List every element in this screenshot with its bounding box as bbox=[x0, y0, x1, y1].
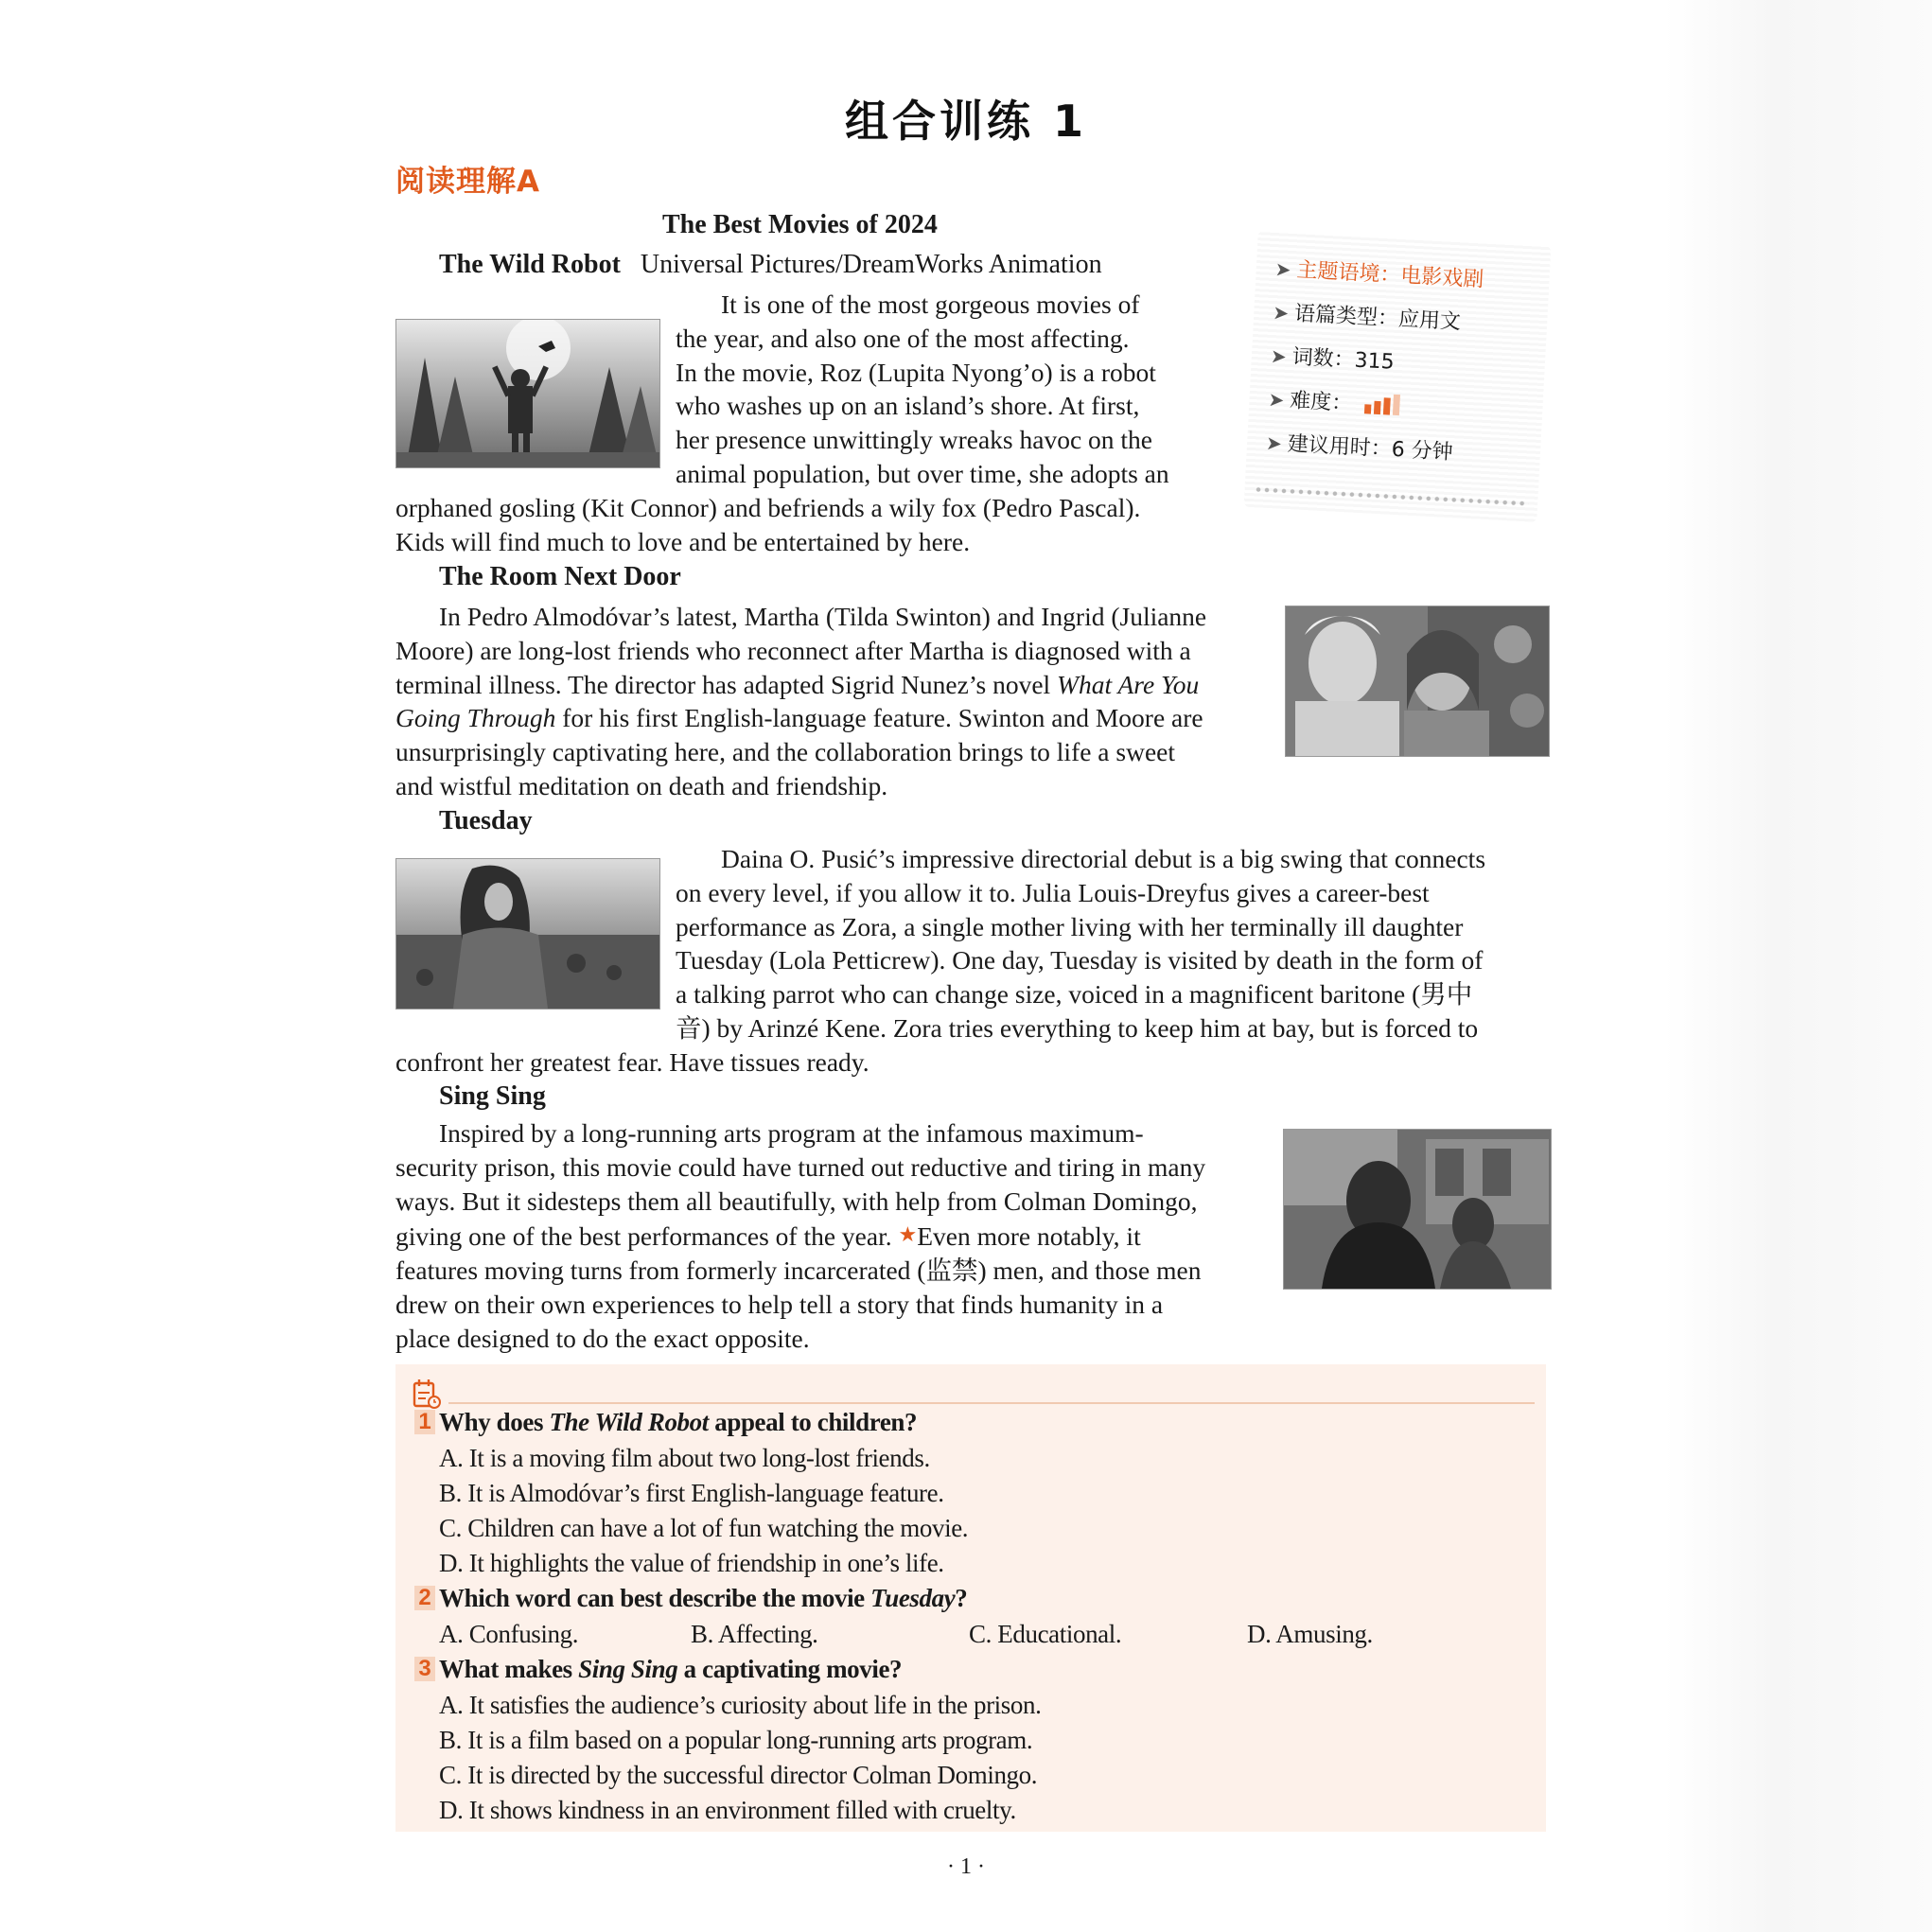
question-1-option-d[interactable]: D. It highlights the value of friendship in one’s life. bbox=[439, 1549, 944, 1577]
question-3-option-d[interactable]: D. It shows kindness in an environment filled with cruelty. bbox=[439, 1796, 1016, 1824]
page-number: · 1 · bbox=[947, 1854, 985, 1879]
sing-sing-paragraph: Inspired by a long-running arts program at the infamous maximum- security prison, this movie could have turned out reductive and tiring in many ways. But it sidesteps them all beautifully, with help from Colman Domingo, giving one of the best performances of the year. ★Even more notably, it features moving turns from formerly incarcerated (监禁) men, and those men drew on their own experiences to help tell a story that finds humanity in a place designed to do the exact opposite. bbox=[395, 1118, 1206, 1353]
question-2-option-a[interactable]: A. Confusing. bbox=[439, 1620, 579, 1648]
question-number-3: 3 bbox=[414, 1657, 435, 1681]
article-title: The Best Movies of 2024 bbox=[662, 210, 938, 239]
question-3-option-a[interactable]: A. It satisfies the audience’s curiosity about life in the prison. bbox=[439, 1691, 1042, 1719]
movie-studio: Universal Pictures/DreamWorks Animation bbox=[640, 250, 1102, 279]
quiz-notepad-icon bbox=[411, 1378, 443, 1410]
wild-robot-paragraph-bottom: orphaned gosling (Kit Connor) and befriends a wily fox (Pedro Pascal). Kids will find much to love and be entertained by here. bbox=[395, 493, 1141, 556]
arrow-bullet-icon: ➤ bbox=[1274, 257, 1292, 281]
question-3-option-c[interactable]: C. It is directed by the successful director Colman Domingo. bbox=[439, 1761, 1038, 1789]
sing-sing-image bbox=[1283, 1129, 1552, 1290]
info-dotted-divider bbox=[1254, 486, 1528, 506]
room-next-door-image bbox=[1285, 606, 1550, 757]
tuesday-paragraph-bottom: confront her greatest fear. Have tissues ready. bbox=[395, 1047, 869, 1077]
difficulty-bar bbox=[1393, 395, 1400, 415]
info-genre: ➤ 语篇类型：应用文 bbox=[1272, 301, 1462, 335]
difficulty-bars bbox=[1363, 393, 1402, 421]
arrow-bullet-icon: ➤ bbox=[1270, 343, 1288, 368]
info-time: ➤ 建议用时：6 分钟 bbox=[1265, 430, 1454, 465]
quiz-section bbox=[395, 1364, 1546, 1832]
question-1-option-b[interactable]: B. It is Almodóvar’s first English-language feature. bbox=[439, 1479, 944, 1507]
question-2-option-c[interactable]: C. Educational. bbox=[969, 1620, 1122, 1648]
wild-robot-image bbox=[395, 319, 660, 468]
arrow-bullet-icon: ➤ bbox=[1265, 430, 1283, 455]
arrow-bullet-icon: ➤ bbox=[1272, 301, 1290, 325]
difficulty-bar bbox=[1374, 401, 1381, 414]
arrow-bullet-icon: ➤ bbox=[1267, 387, 1285, 412]
page-title: 组合训练 1 bbox=[844, 96, 1088, 147]
movie-title-room-next-door: The Room Next Door bbox=[439, 562, 681, 591]
info-theme: ➤ 主题语境：电影戏剧 bbox=[1274, 257, 1484, 292]
movie-title-tuesday: Tuesday bbox=[439, 806, 533, 835]
wild-robot-paragraph-top: It is one of the most gorgeous movies of the year, and also one of the most affecting. In the movie, Roz (Lupita Nyong’o) is a robot who washes up on an island’s shore. At first, her presence unwittingly wreaks havoc on the animal population, but over time, she adopts an bbox=[676, 290, 1169, 488]
question-1-option-c[interactable]: C. Children can have a lot of fun watching the movie. bbox=[439, 1514, 969, 1542]
question-2-option-b[interactable]: B. Affecting. bbox=[691, 1620, 818, 1648]
section-label: 阅读理解A bbox=[395, 165, 540, 199]
info-difficulty: ➤ 难度： bbox=[1268, 383, 1403, 421]
question-3-text: What makes Sing Sing a captivating movie? bbox=[439, 1655, 903, 1683]
movie-title-sing-sing: Sing Sing bbox=[439, 1081, 546, 1111]
question-number-2: 2 bbox=[414, 1586, 435, 1610]
movie-title-wild-robot: The Wild Robot Universal Pictures/DreamWorks Animation bbox=[439, 250, 1102, 279]
question-1-text: Why does The Wild Robot appeal to children? bbox=[439, 1408, 918, 1436]
question-2-text: Which word can best describe the movie Tuesday? bbox=[439, 1584, 968, 1612]
question-1-option-a[interactable]: A. It is a moving film about two long-lost friends. bbox=[439, 1444, 930, 1472]
question-2-option-d[interactable]: D. Amusing. bbox=[1247, 1620, 1373, 1648]
star-icon: ★ bbox=[898, 1222, 918, 1247]
tuesday-image bbox=[395, 858, 660, 1010]
difficulty-bar bbox=[1383, 397, 1391, 414]
difficulty-bar bbox=[1364, 404, 1372, 413]
question-number-1: 1 bbox=[414, 1410, 435, 1434]
tuesday-paragraph-top: Daina O. Pusić’s impressive directorial debut is a big swing that connects on every level, if you allow it to. Julia Louis-Dreyfus gives a career-best performance as Zora, a single mother living with her terminally ill daughter Tuesday (Lola Petticrew). One day, Tuesday is visited by death in the form of a talking parrot who can change size, voiced in a magnificent baritone (男中 音) by Arinzé Kene. Zora tries everything to keep him at bay, but is forced to bbox=[676, 844, 1486, 1043]
info-box bbox=[1244, 231, 1552, 522]
quiz-divider bbox=[448, 1402, 1535, 1404]
room-next-door-paragraph: In Pedro Almodóvar’s latest, Martha (Tilda Swinton) and Ingrid (Julianne Moore) are long-lost friends who reconnect after Martha is diagnosed with a terminal illness. The director has adapted Sigrid Nunez’s novel What Are You Going Through for his first English-language feature. Swinton and Moore are unsurprisingly captivating here, and the collaboration brings to life a sweet and wistful meditation on death and friendship. bbox=[395, 602, 1207, 800]
info-word-count: ➤ 词数：315 bbox=[1270, 343, 1396, 375]
page-edge-shade bbox=[1665, 0, 1932, 1932]
question-3-option-b[interactable]: B. It is a film based on a popular long-running arts program. bbox=[439, 1726, 1033, 1754]
